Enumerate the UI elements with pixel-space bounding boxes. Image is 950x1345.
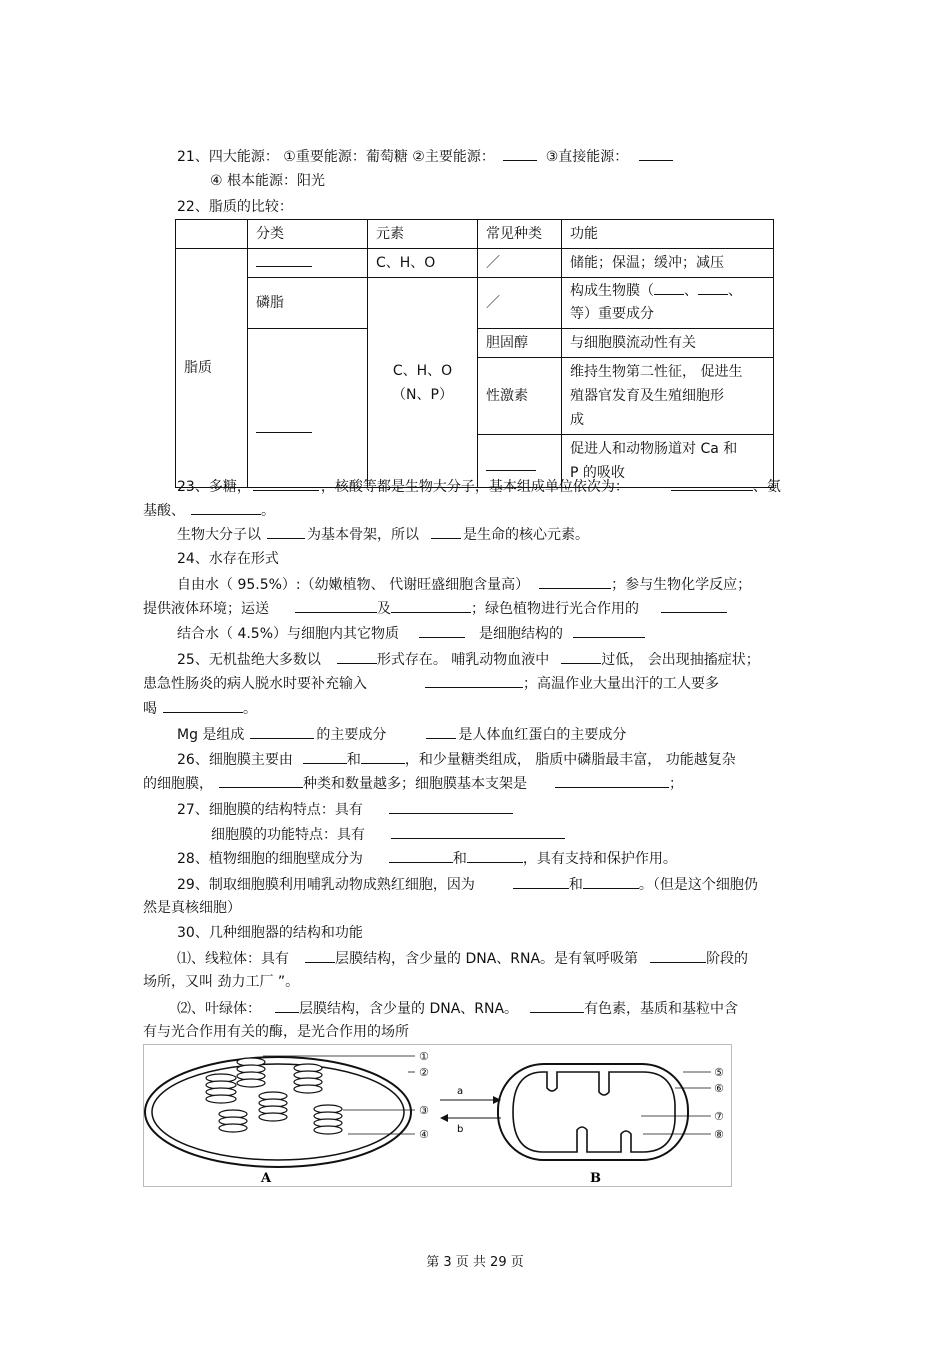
page-footer: 第 3 页 共 29 页: [426, 1255, 524, 1270]
table-cell: 储能；保温；缓冲；减压: [562, 249, 774, 278]
label-2: ②: [419, 1066, 429, 1079]
table-cell: 磷脂: [248, 278, 368, 329]
blank: [426, 724, 456, 739]
label-5: ⑤: [714, 1066, 724, 1079]
blank: [275, 998, 299, 1013]
figure-label-b: B: [590, 1171, 601, 1186]
blank: [555, 773, 669, 788]
table-cell: [248, 249, 368, 278]
blank: [267, 524, 305, 539]
table-cell: 与细胞膜流动性有关: [562, 329, 774, 358]
label-6: ⑥: [714, 1082, 724, 1095]
outer-membrane: [498, 1064, 688, 1160]
blank: [583, 874, 639, 889]
blank: [661, 598, 727, 613]
table-cell: 性激素: [478, 358, 562, 435]
granum-stack: [237, 1058, 265, 1087]
table-cell: 胆固醇: [478, 329, 562, 358]
blank: [389, 799, 513, 814]
table-cell: 促进人和动物肠道对 Ca 和 P 的吸收: [562, 435, 774, 488]
granum-stack: [206, 1074, 236, 1103]
blank: [425, 673, 523, 688]
q29-line2: 然是真核细胞）: [143, 900, 241, 916]
q23-line2: 基酸、 。: [143, 500, 275, 521]
q30-chloro-line2: 有与光合作用有关的酶，是光合作用的场所: [143, 1024, 409, 1040]
q27-line1: 27、细胞膜的结构特点：具有: [177, 799, 513, 820]
q29-line1: 29、制取细胞膜利用哺乳动物成熟红细胞，因为 和 。（但是这个细胞仍: [177, 874, 758, 895]
granum-stack: [314, 1105, 342, 1134]
blank: [431, 524, 461, 539]
q28-line: 28、植物细胞的细胞壁成分为 和 ，具有支持和保护作用。: [177, 848, 677, 869]
chloroplast-diagram: [145, 1050, 429, 1167]
blank: [650, 948, 706, 963]
header-element: 元素: [368, 220, 478, 249]
table-row: [176, 220, 774, 249]
q25-line4: Mg 是组成 的主要成分 是人体血红蛋白的主要成分: [177, 724, 626, 745]
table-cell: [248, 329, 368, 488]
table-row: [176, 249, 774, 278]
blank: [256, 252, 312, 267]
blank: [163, 698, 243, 713]
granum-stack: [259, 1092, 287, 1121]
blank: [513, 874, 569, 889]
q21-line1: 21、四大能源： ①重要能源：葡萄糖 ②主要能源： ③直接能源：: [177, 146, 673, 167]
q24-line3: 结合水（ 4.5%）与细胞内其它物质 是细胞结构的: [177, 623, 645, 644]
q30-chloro-line1: ⑵、叶绿体： 层膜结构，含少量的 DNA、RNA。 有色素，基质和基粒中含: [177, 998, 738, 1019]
table-cell-empty: [176, 220, 248, 249]
blank: [361, 749, 405, 764]
label-3: ③: [419, 1104, 429, 1117]
q30-mito-line1: ⑴、线粒体：具有 层膜结构，含少量的 DNA、RNA。是有氧呼吸第 阶段的: [177, 948, 748, 969]
blank: [503, 146, 537, 161]
group-label: 脂质: [176, 249, 248, 488]
blank: [419, 623, 465, 638]
label-1: ①: [419, 1050, 429, 1063]
blank: [219, 773, 303, 788]
blank: [486, 456, 536, 471]
q24-title: 24、水存在形式: [177, 551, 279, 567]
grana: [206, 1058, 342, 1134]
q26-line1: 26、细胞膜主要由 和 ，和少量糖类组成， 脂质中磷脂最丰富， 功能越复杂: [177, 749, 736, 770]
blank: [391, 598, 471, 613]
q23-line3: 生物大分子以 为基本骨架，所以 是生命的核心元素。: [177, 524, 589, 545]
blank: [191, 500, 261, 515]
blank: [389, 848, 453, 863]
q30-title: 30、几种细胞器的结构和功能: [177, 925, 363, 941]
mitochondrion-leader-lines: [641, 1072, 711, 1134]
mitochondrion-diagram: [498, 1064, 724, 1160]
blank: [253, 476, 319, 491]
q27-line2: 细胞膜的功能特点：具有: [211, 824, 565, 845]
arrow-a-label: a: [457, 1086, 464, 1097]
table-cell: C、H、O （N、P）: [368, 278, 478, 488]
q24-line1: 自由水（ 95.5%）:（幼嫩植物、 代谢旺盛细胞含量高） ；参与生物化学反应；: [177, 574, 751, 595]
blank: [303, 749, 347, 764]
header-function: 功能: [562, 220, 774, 249]
granum-stack: [219, 1110, 247, 1132]
label-8: ⑧: [714, 1128, 724, 1141]
inner-membrane-cristae: [513, 1072, 675, 1152]
arrow-b-label: b: [457, 1124, 464, 1135]
q25-line3: 喝 。: [143, 698, 257, 719]
blank: [256, 418, 312, 433]
blank: [530, 998, 584, 1013]
q30-mito-line2: 场所，又叫 劲力工厂 ”。: [143, 974, 300, 990]
arrow-b-head: [440, 1114, 448, 1122]
blank: [295, 598, 377, 613]
blank: [305, 948, 335, 963]
header-category: 分类: [248, 220, 368, 249]
blank: [698, 280, 728, 295]
q22-title: 22、脂质的比较：: [177, 199, 293, 215]
table-cell: 维持生物第二性征， 促进生 殖器官发育及生殖细胞形 成: [562, 358, 774, 435]
lipid-comparison-table: [175, 219, 774, 488]
blank: [391, 824, 565, 839]
blank: [250, 724, 314, 739]
label-7: ⑦: [714, 1110, 724, 1123]
q25-line2: 患急性肠炎的病人脱水时要补充输入 ；高温作业大量出汗的工人要多: [143, 673, 719, 694]
blank: [561, 649, 601, 664]
table-cell: C、H、O: [368, 249, 478, 278]
q21-line2: ④ 根本能源：阳光: [210, 173, 326, 189]
blank: [671, 476, 753, 491]
transfer-arrows: [440, 1086, 501, 1135]
label-4: ④: [419, 1128, 429, 1141]
table-row: [176, 278, 774, 329]
organelle-figure: [143, 1044, 733, 1188]
blank: [337, 649, 377, 664]
blank: [573, 623, 645, 638]
header-kind: 常见种类: [478, 220, 562, 249]
blank: [654, 280, 684, 295]
blank: [467, 848, 523, 863]
q26-line2: 的细胞膜， 种类和数量越多；细胞膜基本支架是 ；: [143, 773, 683, 794]
granum-stack: [294, 1064, 322, 1093]
q24-line2: 提供液体环境；运送 及 ；绿色植物进行光合作用的: [143, 598, 727, 619]
blank: [539, 574, 611, 589]
table-cell: ／: [478, 278, 562, 329]
blank: [639, 146, 673, 161]
q25-line1: 25、无机盐绝大多数以 形式存在。 哺乳动物血液中 过低， 会出现抽搐症状；: [177, 649, 760, 670]
figure-label-a: A: [261, 1171, 272, 1186]
table-cell: ／: [478, 249, 562, 278]
q23-line1: 23、多糖， ，核酸等都是生物大分子，基本组成单位依次为： 、氨: [177, 476, 781, 497]
table-cell: 构成生物膜（ 、 、 等）重要成分: [562, 278, 774, 329]
